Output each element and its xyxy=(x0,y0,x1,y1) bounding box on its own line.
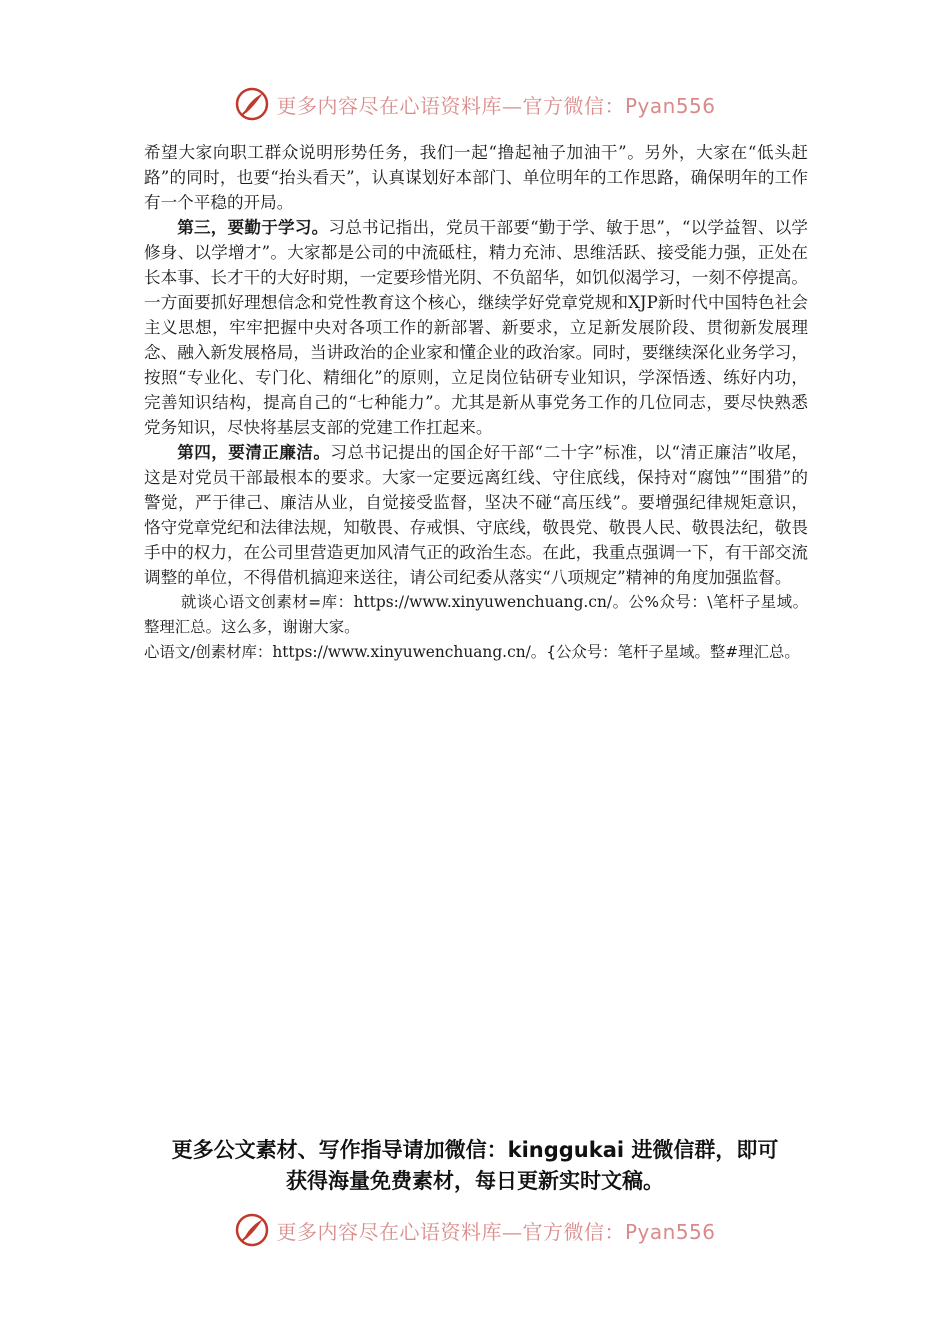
document-body xyxy=(144,140,808,665)
paragraph-learning xyxy=(144,215,808,440)
paragraph-1: 希望大家向职工群众说明形势任务，我们一起“撸起袖子加油干”。另外，大家在“低头赶路”的同时，也要“抬头看天”，认真谋划好本部门、单位明年的工作思路，确保明年的工作有一个平稳的开局。 xyxy=(144,143,808,212)
banner-text: 更多内容尽在心语资料库—官方微信：Pyan556 xyxy=(276,93,716,118)
banner-text: 更多内容尽在心语资料库—官方微信：Pyan556 xyxy=(276,1219,716,1244)
paragraph-integrity xyxy=(144,440,808,590)
quill-logo-icon xyxy=(234,86,270,122)
source-note-1: 就谈心语文创素材=库：https://www.xinyuwenchuang.cn/。公%众号：\笔杆子星域。整理汇总。这么多，谢谢大家。 xyxy=(144,593,809,636)
source-note-1-url: https://www.xinyuwenchuang.cn/ xyxy=(353,593,613,611)
paragraph-integrity-text: 习总书记提出的国企好干部“二十字”标准，以“清正廉洁”收尾，这是对党员干部最根本的要求。大家一定要远离红线、守住底线，保持对“腐蚀”“围猎”的警觉，严于律己、廉洁从业，自觉接受监督，坚决不碰“高压线”。要增强纪律规矩意识，恪守党章党纪和法律法规，知敬畏、存戒惧、守底线，敬畏党、敬畏人民、敬畏法纪，敬畏手中的权力，在公司里营造更加风清气正的政治生态。在此，我重点强调一下，有干部交流调整的单位，不得借机搞迎来送往，请公司纪委从落实“八项规定”精神的角度加强监督。 xyxy=(144,443,808,587)
paragraph-learning-heading: 第三，要勤于学习。 xyxy=(177,218,329,237)
quill-logo-icon xyxy=(234,1212,270,1248)
promo-line-2: 获得海量免费素材，每日更新实时文稿。 xyxy=(286,1169,664,1193)
header-watermark-banner xyxy=(0,82,950,126)
promo-notice xyxy=(130,1135,820,1197)
paragraph-learning-text: 习总书记指出，党员干部要“勤于学、敏于思”，“以学益智、以学修身、以学增才”。大家都是公司的中流砥柱，精力充沛、思维活跃、接受能力强，正处在长本事、长才干的大好时期，一定要珍惜光阴、不负韶华，如饥似渴学习，一刻不停提高。一方面要抓好理想信念和党性教育这个核心，继续学好党章党规和XJP新时代中国特色社会主义思想，牢牢把握中央对各项工作的新部署、新要求，立足新发展阶段、贯彻新发展理念、融入新发展格局，当讲政治的企业家和懂企业的政治家。同时，要继续深化业务学习，按照“专业化、专门化、精细化”的原则，立足岗位钻研专业知识，学深悟透、练好内功，完善知识结构，提高自己的“七种能力”。尤其是新从事党务工作的几位同志，要尽快熟悉党务知识，尽快将基层支部的党建工作扛起来。 xyxy=(144,218,808,437)
source-note-2: 心语文/创素材库：https://www.xinyuwenchuang.cn/。{公众号：笔杆子星域。整#理汇总。 xyxy=(144,643,800,661)
paragraph-integrity-heading: 第四，要清正廉洁。 xyxy=(177,443,331,462)
promo-line-1: 更多公文素材、写作指导请加微信：kinggukai 进微信群，即可 xyxy=(171,1138,779,1162)
source-note-2-url: https://www.xinyuwenchuang.cn/ xyxy=(272,643,531,661)
banner-wechat-id: Pyan556 xyxy=(624,1219,716,1244)
footer-watermark-banner xyxy=(0,1208,950,1252)
banner-wechat-id: Pyan556 xyxy=(624,93,716,118)
